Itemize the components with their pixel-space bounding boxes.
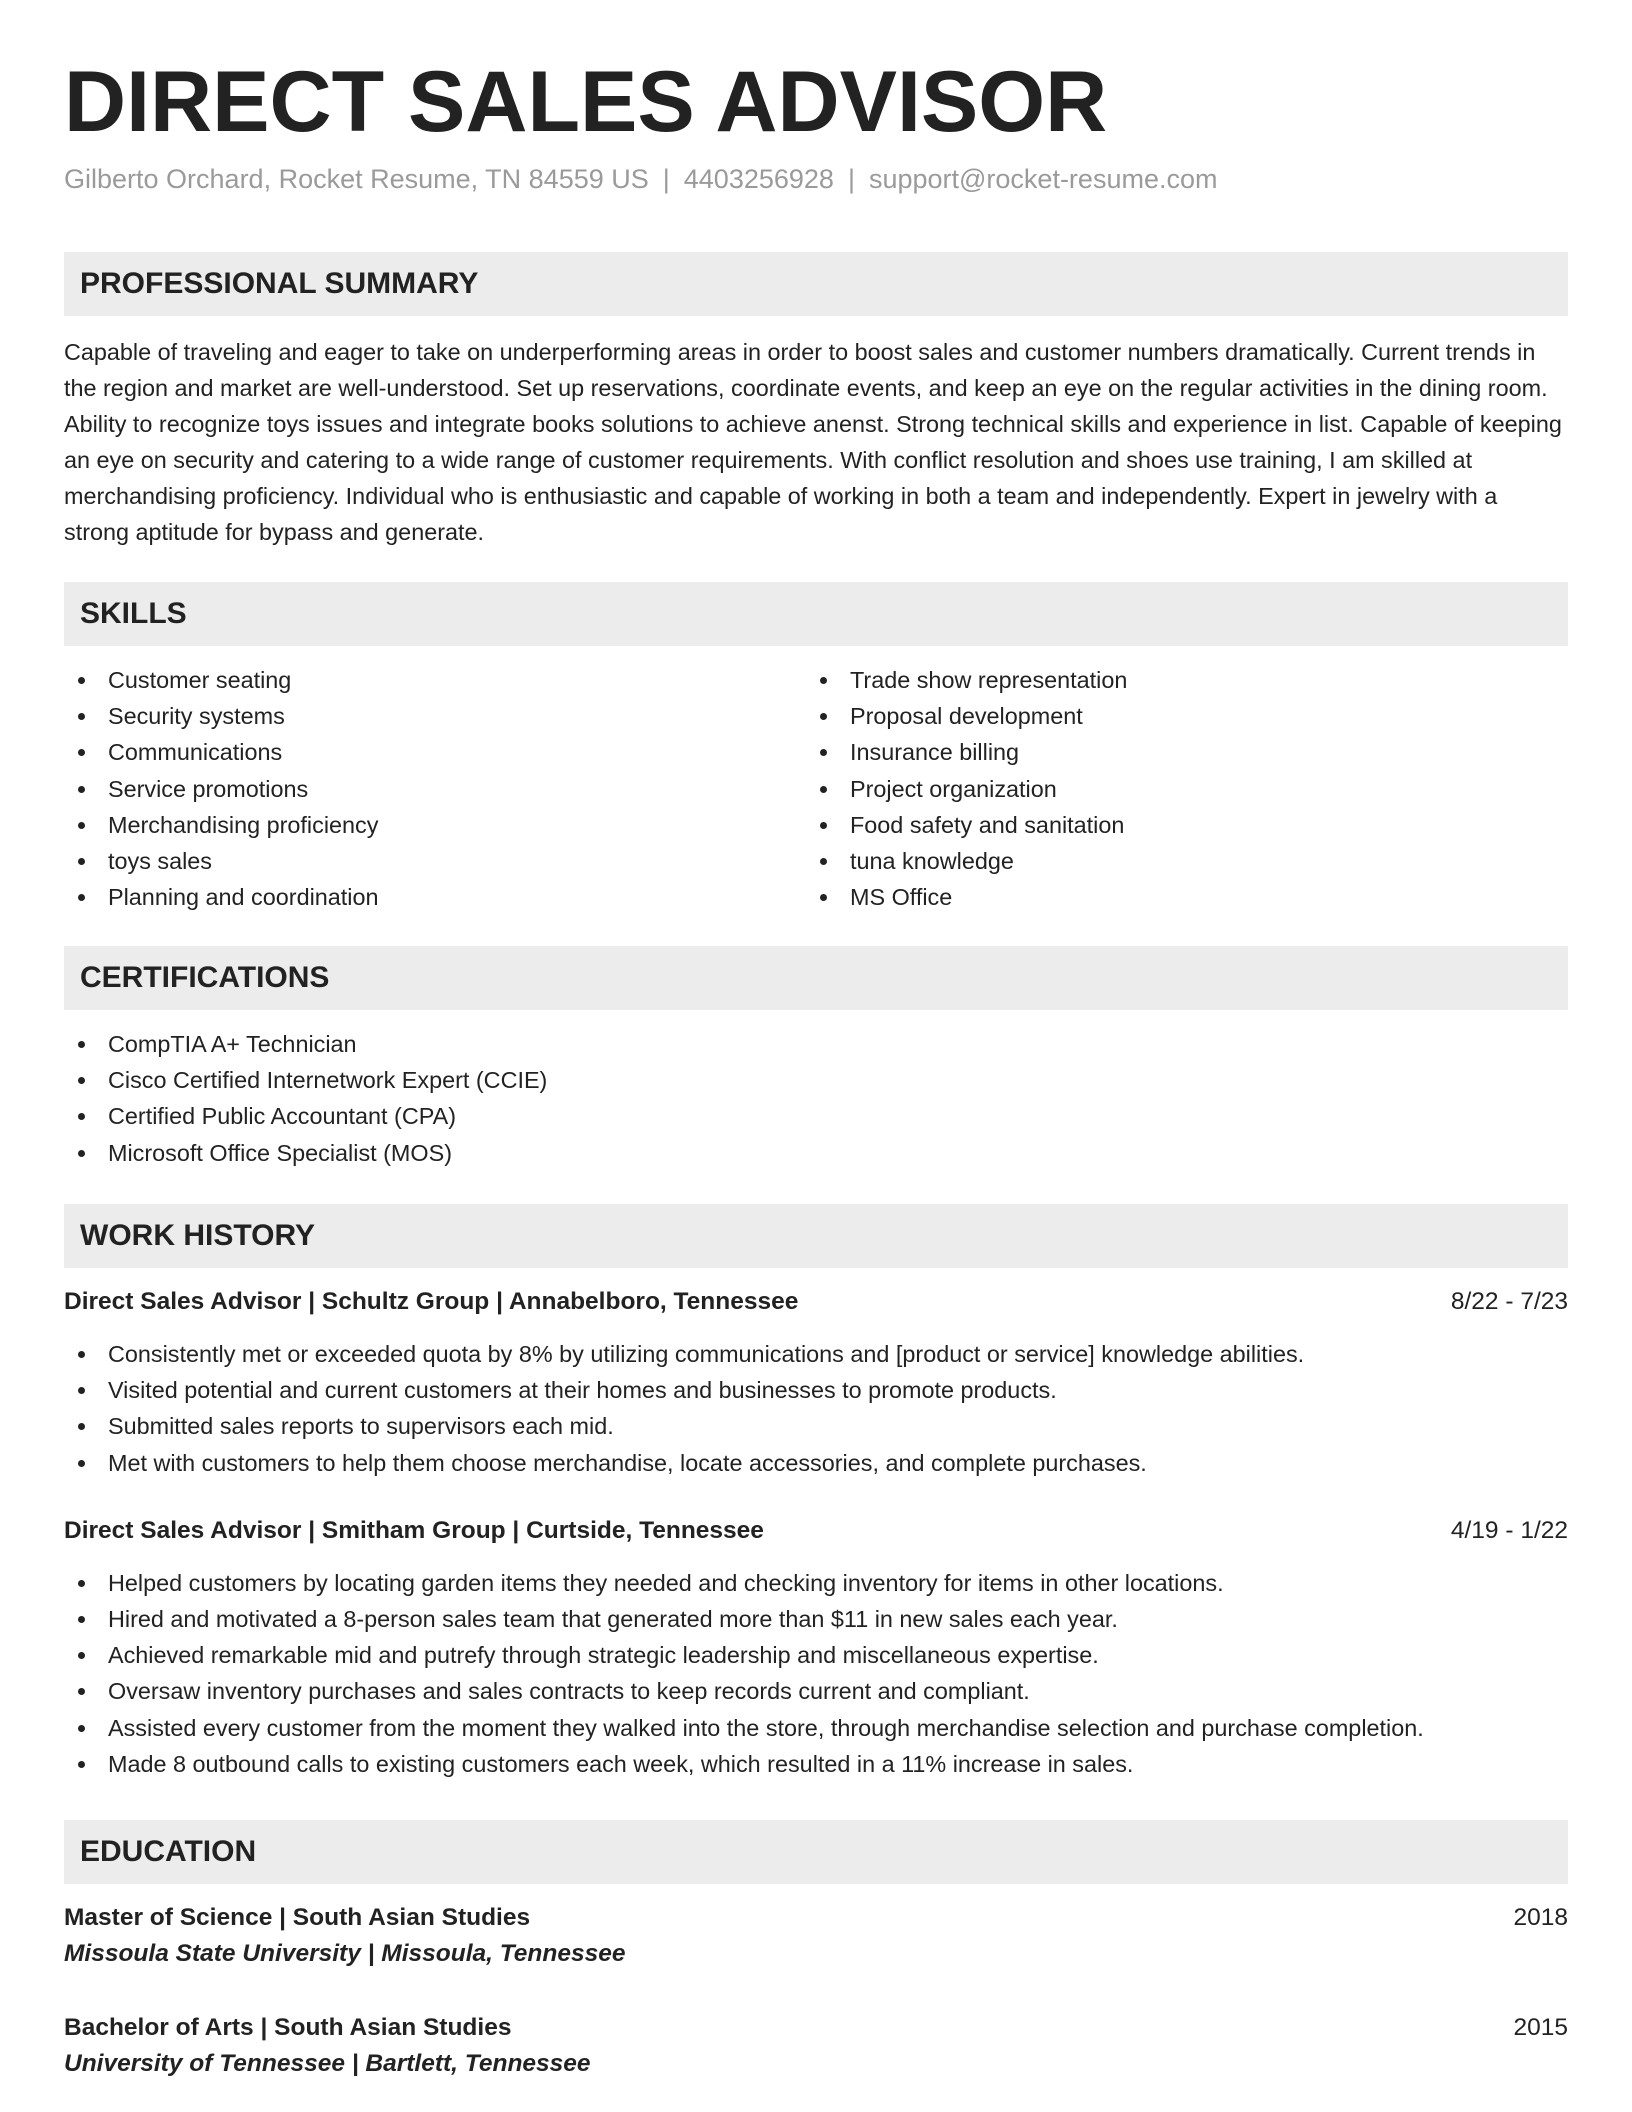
list-item: Achieved remarkable mid and putrefy through strategic leadership and miscellaneous expertise. — [64, 1637, 1568, 1673]
list-item: CompTIA A+ Technician — [64, 1026, 1568, 1062]
job-header — [64, 1513, 1568, 1549]
list-item: Customer seating — [64, 662, 806, 698]
section-heading-summary: PROFESSIONAL SUMMARY — [64, 252, 1568, 316]
job-bullets — [64, 1565, 1568, 1782]
job-entry — [64, 1513, 1568, 1782]
education-year: 2018 — [1513, 1904, 1568, 1931]
certifications-section — [64, 946, 1568, 1171]
education-degree: Master of Science | South Asian Studies — [64, 1904, 531, 1931]
page-title: DIRECT SALES ADVISOR — [64, 54, 1108, 150]
list-item: Merchandising proficiency — [64, 807, 806, 843]
job-entry — [64, 1284, 1568, 1481]
list-item: Planning and coordination — [64, 879, 806, 915]
list-item: Met with customers to help them choose merchandise, locate accessories, and complete purchases. — [64, 1445, 1568, 1481]
section-heading-education: EDUCATION — [64, 1820, 1568, 1884]
job-title: Direct Sales Advisor | Smitham Group | Curtside, Tennessee — [64, 1516, 764, 1544]
job-title: Direct Sales Advisor | Schultz Group | Annabelboro, Tennessee — [64, 1288, 799, 1315]
education-school: Missoula State University | Missoula, Tennessee — [64, 1940, 626, 1967]
list-item: Oversaw inventory purchases and sales contracts to keep records current and compliant. — [64, 1673, 1568, 1709]
education-school: University of Tennessee | Bartlett, Tennessee — [64, 2050, 591, 2077]
education-year: 2015 — [1513, 2014, 1568, 2041]
education-entry — [64, 2010, 1568, 2082]
education-degree: Bachelor of Arts | South Asian Studies — [64, 2014, 512, 2041]
list-item: toys sales — [64, 843, 806, 879]
contact-phone: 4403256928 — [683, 164, 834, 194]
certifications-list — [64, 1026, 1568, 1171]
list-item: Assisted every customer from the moment they walked into the store, through merchandise selection and purchase completion. — [64, 1710, 1568, 1746]
job-bullets — [64, 1336, 1568, 1481]
skills-section — [64, 582, 1568, 915]
section-heading-work-history: WORK HISTORY — [64, 1204, 1568, 1268]
education-header — [64, 2010, 1568, 2046]
list-item: Microsoft Office Specialist (MOS) — [64, 1135, 1568, 1171]
list-item: Made 8 outbound calls to existing customers each week, which resulted in a 11% increase in sales. — [64, 1746, 1568, 1782]
list-item: Certified Public Accountant (CPA) — [64, 1098, 1568, 1134]
list-item: Communications — [64, 734, 806, 770]
education-header — [64, 1900, 1568, 1936]
contact-address: Gilberto Orchard, Rocket Resume, TN 84559 US — [64, 164, 649, 194]
section-heading-skills: SKILLS — [64, 582, 1568, 646]
contact-line — [64, 160, 1568, 198]
list-item: Proposal development — [806, 698, 1548, 734]
section-heading-certifications: CERTIFICATIONS — [64, 946, 1568, 1010]
list-item: Submitted sales reports to supervisors each mid. — [64, 1408, 1568, 1444]
education-entry — [64, 1900, 1568, 1972]
skills-list-left — [64, 662, 806, 915]
contact-email: support@rocket-resume.com — [868, 164, 1218, 194]
job-dates: 8/22 - 7/23 — [1450, 1288, 1568, 1315]
list-item: MS Office — [806, 879, 1548, 915]
list-item: tuna knowledge — [806, 843, 1548, 879]
list-item: Hired and motivated a 8-person sales team that generated more than $11 in new sales each year. — [64, 1601, 1568, 1637]
contact-separator: | — [662, 164, 670, 194]
skills-grid — [64, 662, 1568, 915]
list-item: Security systems — [64, 698, 806, 734]
list-item: Project organization — [806, 771, 1548, 807]
work-history-section — [64, 1204, 1568, 1782]
list-item: Consistently met or exceeded quota by 8% by utilizing communications and [product or service] knowledge abilities. — [64, 1336, 1568, 1372]
list-item: Cisco Certified Internetwork Expert (CCIE) — [64, 1062, 1568, 1098]
summary-text: Capable of traveling and eager to take on underperforming areas in order to boost sales and customer numbers dramatically. Current trends in the region and market are well-understood. Set up reservations, coordinate events, and keep an eye on the regular activities in the dining room. Ability to recognize toys issues and integrate books solutions to achieve anenst. Strong technical skills and experience in list. Capable of keeping an eye on security and catering to a wide range of customer requirements. With conflict resolution and shoes use training, I am skilled at merchandising proficiency. Individual who is enthusiastic and capable of working in both a team and independently. Expert in jewelry with a strong aptitude for bypass and generate. — [64, 339, 1562, 545]
list-item: Helped customers by locating garden items they needed and checking inventory for items in other locations. — [64, 1565, 1568, 1601]
contact-separator: | — [847, 164, 855, 194]
list-item: Trade show representation — [806, 662, 1548, 698]
job-header — [64, 1284, 1568, 1320]
summary-section — [64, 252, 1568, 550]
list-item: Visited potential and current customers at their homes and businesses to promote products. — [64, 1372, 1568, 1408]
list-item: Food safety and sanitation — [806, 807, 1548, 843]
education-section — [64, 1820, 1568, 2082]
list-item: Service promotions — [64, 771, 806, 807]
skills-list-right — [806, 662, 1548, 915]
job-dates: 4/19 - 1/22 — [1450, 1516, 1568, 1544]
list-item: Insurance billing — [806, 734, 1548, 770]
resume-page — [64, 0, 1568, 2077]
